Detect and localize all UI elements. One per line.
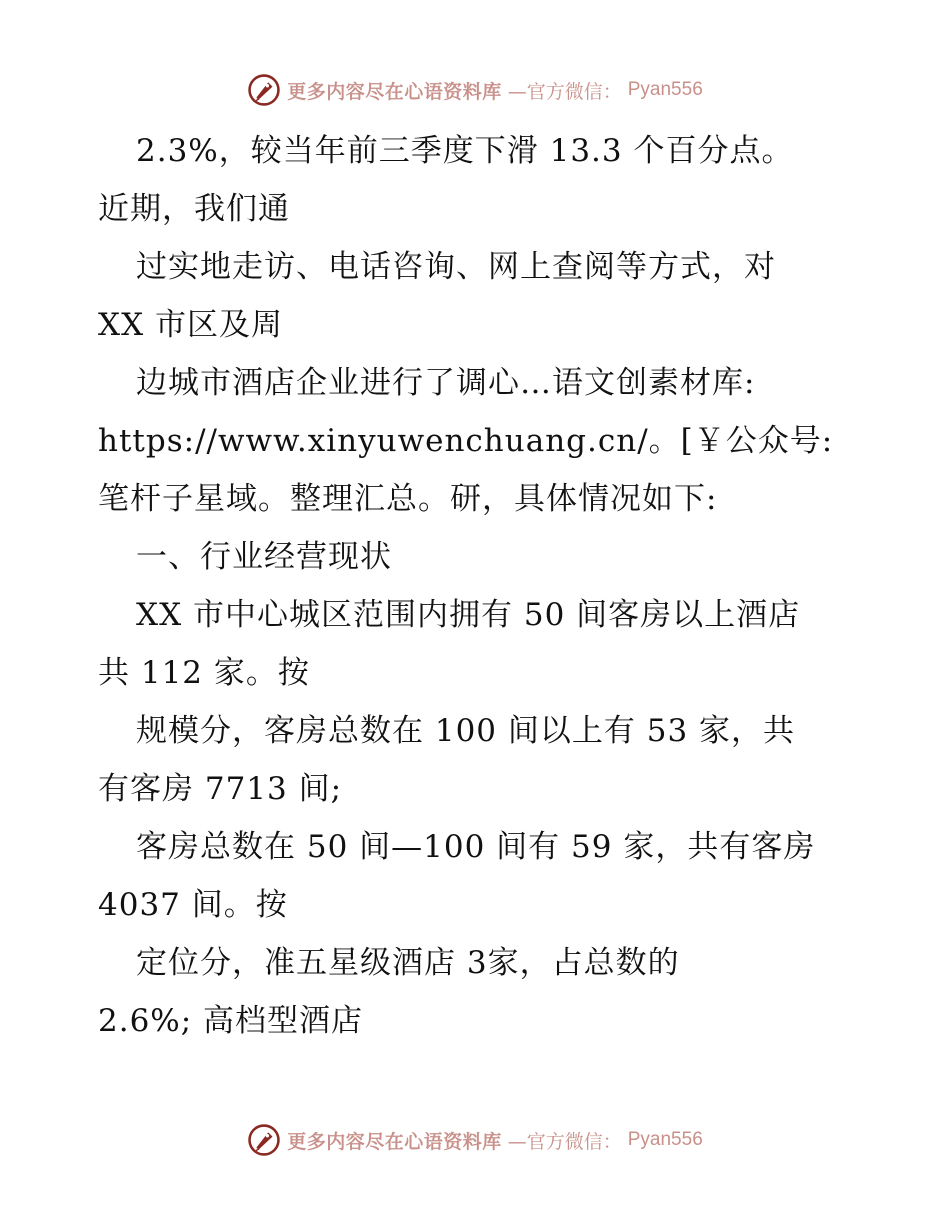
text-line: 近期，我们通 [98,191,290,227]
section-heading: 一、行业经营现状 [136,539,392,575]
text-line: 边城市酒店企业进行了调心…语文创素材库: [136,365,756,401]
text-line: 过实地走访、电话咨询、网上查阅等方式，对 [136,249,776,285]
text-line: 共 112 家。按 [98,655,310,691]
pen-nib-logo-icon [247,73,281,107]
text-line: 规模分，客房总数在 100 间以上有 53 家，共 [136,713,796,749]
banner-subtitle: —官方微信： [507,1130,622,1153]
text-line: 2.3%，较当年前三季度下滑 13.3 个百分点。 [136,133,794,169]
text-line: 2.6%; 高档型酒店 [98,1003,364,1039]
document-body [98,122,858,1050]
text-line: XX 市区及周 [98,307,283,343]
header-banner [0,70,950,110]
pen-nib-logo-icon [247,1123,281,1157]
text-line: 定位分，准五星级酒店 3家，占总数的 [136,945,680,981]
banner-subtitle: —官方微信： [507,80,622,103]
text-line: XX 市中心城区范围内拥有 50 间客房以上酒店 [136,597,801,633]
text-line: 客房总数在 50 间—100 间有 59 家，共有客房 [136,829,816,865]
text-line-url: https://www.xinyuwenchuang.cn/。[￥公众号: [98,423,834,459]
banner-title: 更多内容尽在心语资料库 [287,80,502,103]
text-line: 笔杆子星域。整理汇总。研，具体情况如下: [98,481,718,517]
footer-banner [0,1120,950,1160]
banner-wechat-id: Pyan556 [627,79,703,100]
banner-wechat-id: Pyan556 [627,1129,703,1150]
banner-title: 更多内容尽在心语资料库 [287,1130,502,1153]
text-line: 4037 间。按 [98,887,288,923]
text-line: 有客房 7713 间; [98,771,343,807]
